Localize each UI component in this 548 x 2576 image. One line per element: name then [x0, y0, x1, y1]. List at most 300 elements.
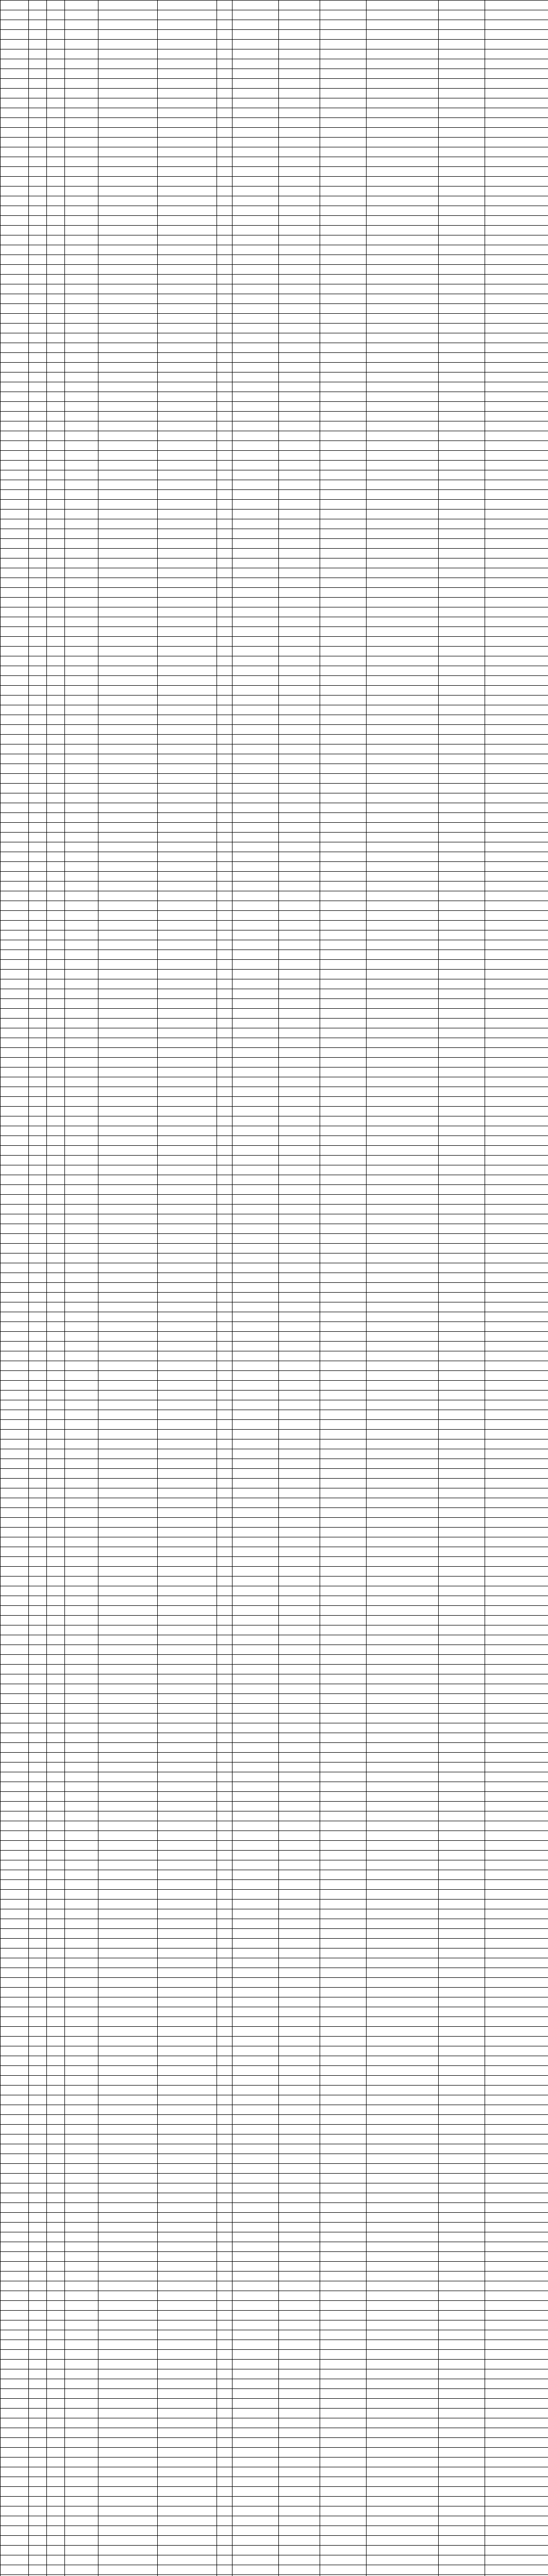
table-cell [1, 2487, 29, 2497]
table-cell [29, 2242, 47, 2252]
table-cell [320, 1185, 367, 1195]
table-cell [279, 872, 320, 882]
table-cell [233, 284, 279, 294]
table-cell [47, 1919, 65, 1929]
table-cell [485, 98, 548, 108]
table-cell [29, 1508, 47, 1518]
table-cell [367, 1743, 439, 1753]
table-cell [1, 1410, 29, 1420]
table-cell [233, 617, 279, 627]
table-cell [65, 568, 98, 578]
table-cell [98, 1498, 158, 1508]
table-cell [367, 1782, 439, 1792]
table-cell [217, 79, 233, 89]
table-cell [29, 882, 47, 891]
table-cell [1, 59, 29, 69]
table-cell [98, 1175, 158, 1185]
table-cell [47, 568, 65, 578]
table-cell [65, 1195, 98, 1205]
table-row [1, 2379, 548, 2389]
table-cell [439, 1860, 485, 1870]
table-cell [485, 2037, 548, 2046]
table-row [1, 245, 548, 255]
table-cell [367, 2565, 439, 2575]
table-cell [439, 2536, 485, 2546]
table-cell [485, 1988, 548, 1997]
table-cell [217, 1165, 233, 1175]
table-cell [217, 108, 233, 118]
table-cell [1, 1165, 29, 1175]
table-cell [47, 1988, 65, 1997]
table-cell [279, 2526, 320, 2536]
table-row [1, 1420, 548, 1430]
table-cell [158, 1234, 217, 1244]
table-cell [217, 656, 233, 666]
table-cell [217, 1616, 233, 1625]
table-row [1, 813, 548, 823]
table-cell [439, 1723, 485, 1733]
table-cell [279, 1283, 320, 1293]
table-cell [158, 138, 217, 147]
table-cell [217, 2193, 233, 2203]
table-cell [485, 1469, 548, 1479]
table-cell [439, 1165, 485, 1175]
table-cell [65, 1488, 98, 1498]
table-cell [217, 686, 233, 696]
table-cell [1, 568, 29, 578]
table-cell [485, 2369, 548, 2379]
table-row [1, 10, 548, 20]
table-cell [65, 2027, 98, 2037]
table-cell [320, 1841, 367, 1851]
table-cell [29, 1312, 47, 1322]
table-cell [439, 588, 485, 598]
table-cell [485, 1028, 548, 1038]
table-cell [29, 588, 47, 598]
table-cell [233, 1332, 279, 1342]
table-cell [98, 2330, 158, 2340]
table-cell [367, 2487, 439, 2497]
table-cell [439, 333, 485, 343]
table-cell [158, 461, 217, 470]
table-cell [65, 1009, 98, 1019]
table-cell [367, 265, 439, 275]
table-cell [320, 402, 367, 412]
table-cell [98, 1195, 158, 1205]
table-cell [320, 2418, 367, 2428]
table-cell [233, 2213, 279, 2223]
table-cell [279, 598, 320, 607]
table-cell [65, 2115, 98, 2125]
table-cell [65, 1322, 98, 1332]
table-cell [485, 911, 548, 921]
table-row [1, 979, 548, 989]
table-cell [158, 1097, 217, 1107]
table-cell [279, 578, 320, 588]
table-cell [1, 10, 29, 20]
table-cell [1, 1625, 29, 1635]
table-cell [158, 1410, 217, 1420]
table-cell [47, 1782, 65, 1792]
table-cell [320, 177, 367, 187]
table-cell [98, 324, 158, 333]
table-cell [320, 2565, 367, 2575]
table-cell [29, 1126, 47, 1136]
table-cell [485, 1890, 548, 1900]
table-cell [439, 1322, 485, 1332]
table-cell [320, 1028, 367, 1038]
table-cell [158, 676, 217, 686]
table-row [1, 1479, 548, 1488]
table-cell [1, 1508, 29, 1518]
table-cell [367, 1253, 439, 1263]
table-cell [29, 226, 47, 235]
table-cell [47, 187, 65, 196]
table-cell [485, 1312, 548, 1322]
table-cell [158, 1009, 217, 1019]
table-cell [320, 138, 367, 147]
table-cell [439, 930, 485, 940]
table-cell [47, 813, 65, 823]
table-cell [367, 1762, 439, 1772]
table-cell [485, 402, 548, 412]
table-cell [47, 1459, 65, 1469]
table-cell [65, 2448, 98, 2458]
table-cell [29, 333, 47, 343]
table-cell [29, 2418, 47, 2428]
table-cell [47, 1116, 65, 1126]
table-cell [47, 1743, 65, 1753]
table-cell [367, 901, 439, 911]
table-cell [279, 2066, 320, 2076]
table-row [1, 2360, 548, 2369]
table-cell [158, 656, 217, 666]
table-cell [47, 1381, 65, 1391]
table-cell [217, 2311, 233, 2320]
table-cell [158, 558, 217, 568]
table-cell [485, 1175, 548, 1185]
table-cell [320, 343, 367, 353]
table-cell [47, 372, 65, 382]
table-cell [217, 1518, 233, 1528]
table-cell [1, 1968, 29, 1978]
table-cell [233, 519, 279, 529]
table-cell [217, 98, 233, 108]
table-cell [485, 2193, 548, 2203]
table-cell [367, 324, 439, 333]
table-cell [29, 1430, 47, 1439]
table-cell [439, 793, 485, 803]
table-cell [279, 421, 320, 431]
table-cell [29, 2213, 47, 2223]
table-cell [98, 1811, 158, 1821]
table-cell [485, 2565, 548, 2575]
table-cell [367, 2516, 439, 2526]
table-cell [98, 764, 158, 774]
table-cell [29, 49, 47, 59]
table-cell [98, 1439, 158, 1449]
table-cell [485, 1870, 548, 1880]
table-cell [485, 891, 548, 901]
table-cell [279, 1948, 320, 1958]
table-cell [47, 2565, 65, 2575]
table-cell [217, 1048, 233, 1058]
table-cell [439, 59, 485, 69]
table-cell [1, 1253, 29, 1263]
table-cell [158, 2477, 217, 2487]
table-row [1, 1733, 548, 1743]
table-cell [1, 2555, 29, 2565]
table-cell [158, 2379, 217, 2389]
table-cell [217, 1802, 233, 1811]
table-cell [1, 2252, 29, 2262]
table-cell [1, 363, 29, 372]
table-cell [29, 2095, 47, 2105]
table-cell [320, 803, 367, 813]
table-cell [47, 1244, 65, 1253]
table-cell [485, 1410, 548, 1420]
table-cell [29, 1361, 47, 1371]
table-row [1, 2389, 548, 2399]
table-cell [1, 1293, 29, 1302]
table-cell [233, 1459, 279, 1469]
table-cell [98, 1792, 158, 1802]
table-cell [65, 950, 98, 960]
table-cell [98, 852, 158, 862]
table-cell [1, 2066, 29, 2076]
table-cell [47, 930, 65, 940]
table-cell [367, 2536, 439, 2546]
table-cell [367, 754, 439, 764]
table-cell [47, 598, 65, 607]
table-row [1, 656, 548, 666]
table-cell [47, 1762, 65, 1772]
table-cell [279, 1743, 320, 1753]
table-cell [47, 2409, 65, 2418]
table-cell [158, 1909, 217, 1919]
table-cell [217, 177, 233, 187]
table-cell [485, 715, 548, 725]
table-cell [29, 1136, 47, 1146]
table-cell [98, 2399, 158, 2409]
table-cell [485, 2497, 548, 2506]
table-cell [47, 940, 65, 950]
table-cell [158, 1498, 217, 1508]
table-cell [217, 1792, 233, 1802]
table-cell [29, 2379, 47, 2389]
table-cell [158, 2056, 217, 2066]
table-cell [367, 2399, 439, 2409]
table-cell [485, 529, 548, 539]
table-cell [65, 1528, 98, 1537]
table-row [1, 2154, 548, 2164]
table-cell [65, 1234, 98, 1244]
table-cell [47, 1361, 65, 1371]
table-row [1, 1802, 548, 1811]
table-row [1, 1625, 548, 1635]
table-cell [65, 911, 98, 921]
table-cell [98, 1312, 158, 1322]
table-cell [98, 2379, 158, 2389]
table-cell [65, 1616, 98, 1625]
table-cell [439, 1312, 485, 1322]
table-cell [98, 637, 158, 647]
table-cell [485, 1087, 548, 1097]
table-cell [320, 1283, 367, 1293]
table-cell [98, 402, 158, 412]
table-cell [367, 10, 439, 20]
table-cell [320, 979, 367, 989]
table-cell [29, 138, 47, 147]
table-cell [279, 1635, 320, 1645]
table-cell [158, 2350, 217, 2360]
table-cell [485, 2262, 548, 2272]
table-cell [233, 118, 279, 128]
table-cell [320, 1263, 367, 1273]
table-cell [98, 950, 158, 960]
table-cell [233, 2037, 279, 2046]
table-cell [158, 725, 217, 735]
table-cell [98, 1625, 158, 1635]
table-cell [217, 1909, 233, 1919]
table-cell [98, 891, 158, 901]
table-cell [98, 1332, 158, 1342]
table-cell [439, 1224, 485, 1234]
table-cell [65, 265, 98, 275]
table-cell [367, 1244, 439, 1253]
table-cell [233, 470, 279, 480]
table-row [1, 1704, 548, 1714]
table-cell [367, 1400, 439, 1410]
table-cell [217, 647, 233, 656]
table-row [1, 715, 548, 725]
table-cell [98, 1518, 158, 1528]
table-cell [158, 842, 217, 852]
table-cell [320, 1116, 367, 1126]
table-cell [29, 1214, 47, 1224]
table-cell [98, 1302, 158, 1312]
table-cell [485, 764, 548, 774]
table-cell [367, 128, 439, 138]
table-cell [47, 2497, 65, 2506]
table-cell [158, 696, 217, 705]
table-cell [158, 1126, 217, 1136]
table-cell [439, 441, 485, 451]
table-cell [47, 1596, 65, 1606]
table-cell [320, 1067, 367, 1077]
table-cell [439, 187, 485, 196]
table-cell [217, 1948, 233, 1958]
table-cell [279, 2154, 320, 2164]
table-cell [367, 353, 439, 363]
table-cell [98, 1351, 158, 1361]
table-cell [47, 216, 65, 226]
table-cell [439, 1107, 485, 1116]
table-row [1, 1498, 548, 1508]
table-cell [367, 392, 439, 402]
table-cell [1, 2144, 29, 2154]
table-cell [217, 1469, 233, 1479]
table-cell [279, 2037, 320, 2046]
table-cell [279, 2360, 320, 2369]
table-cell [367, 1293, 439, 1302]
table-cell [98, 1547, 158, 1557]
table-cell [320, 2007, 367, 2017]
table-cell [158, 1107, 217, 1116]
table-cell [47, 1616, 65, 1625]
table-cell [158, 735, 217, 744]
table-cell [279, 1097, 320, 1107]
table-cell [217, 2281, 233, 2291]
table-cell [98, 872, 158, 882]
table-cell [217, 147, 233, 157]
table-cell [65, 1283, 98, 1293]
table-cell [65, 617, 98, 627]
table-cell [158, 98, 217, 108]
table-cell [98, 49, 158, 59]
table-row [1, 500, 548, 510]
table-cell [485, 1224, 548, 1234]
table-cell [485, 79, 548, 89]
table-cell [47, 607, 65, 617]
table-cell [98, 1645, 158, 1655]
table-cell [320, 813, 367, 823]
table-cell [485, 1900, 548, 1909]
table-cell [98, 666, 158, 676]
table-cell [279, 2350, 320, 2360]
table-cell [485, 2144, 548, 2154]
table-cell [279, 1469, 320, 1479]
table-cell [217, 588, 233, 598]
table-cell [233, 177, 279, 187]
table-cell [439, 30, 485, 40]
table-cell [485, 226, 548, 235]
table-cell [233, 1753, 279, 1762]
table-cell [1, 294, 29, 304]
table-cell [485, 1958, 548, 1968]
table-cell [367, 1792, 439, 1802]
table-cell [158, 2506, 217, 2516]
table-cell [320, 412, 367, 421]
table-cell [320, 1410, 367, 1420]
table-cell [217, 1635, 233, 1645]
table-cell [29, 480, 47, 490]
table-cell [320, 1469, 367, 1479]
table-cell [233, 1410, 279, 1420]
table-cell [320, 1195, 367, 1205]
table-cell [65, 1831, 98, 1841]
table-cell [217, 1586, 233, 1596]
table-cell [158, 1723, 217, 1733]
table-cell [439, 2086, 485, 2095]
table-row [1, 1557, 548, 1567]
table-cell [29, 1978, 47, 1988]
table-cell [279, 1420, 320, 1430]
table-cell [233, 10, 279, 20]
table-cell [485, 735, 548, 744]
table-cell [320, 363, 367, 372]
table-cell [158, 1929, 217, 1939]
table-row [1, 2027, 548, 2037]
table-row [1, 2105, 548, 2115]
table-row [1, 1586, 548, 1596]
table-cell [320, 823, 367, 833]
table-cell [158, 2252, 217, 2262]
table-cell [439, 2487, 485, 2497]
table-cell [217, 784, 233, 793]
table-cell [485, 979, 548, 989]
table-cell [1, 2448, 29, 2458]
